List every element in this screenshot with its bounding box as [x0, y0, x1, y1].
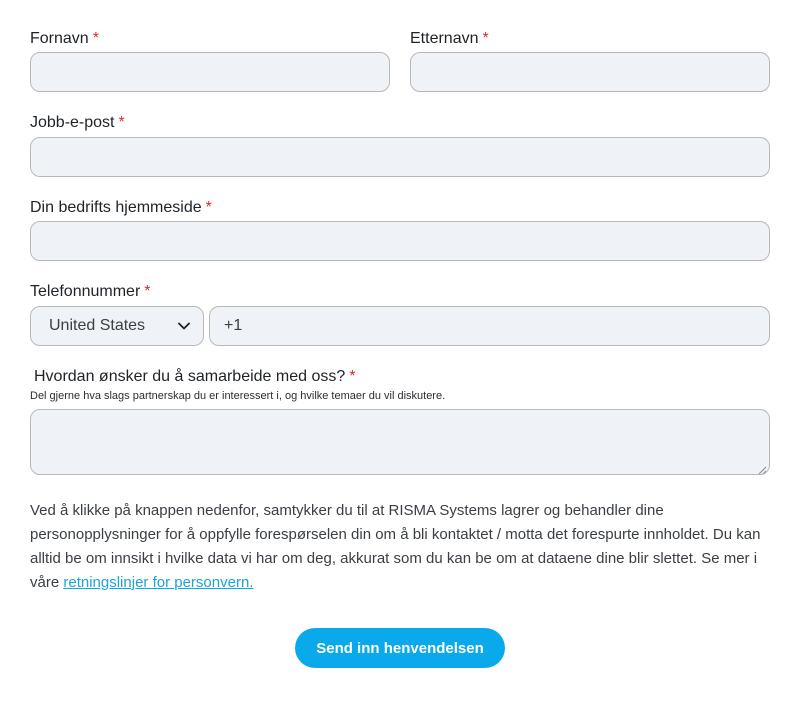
required-marker: * [144, 283, 151, 300]
first-name-label [30, 30, 99, 48]
country-select-value: United States [49, 317, 146, 334]
work-email-input[interactable] [30, 137, 770, 177]
phone-label-text: Telefonnummer [30, 283, 141, 300]
required-marker: * [118, 114, 125, 131]
required-marker: * [92, 30, 99, 47]
first-name-input[interactable] [30, 52, 390, 92]
submit-button[interactable]: Send inn henvendelsen [295, 628, 505, 668]
company-website-input[interactable] [30, 221, 770, 261]
company-website-label-text: Din bedrifts hjemmeside [30, 199, 202, 216]
last-name-label-text: Etternavn [410, 30, 479, 47]
phone-number-input[interactable] [209, 306, 770, 346]
phone-label [30, 283, 151, 301]
required-marker: * [205, 199, 212, 216]
collaboration-label [34, 368, 356, 386]
required-marker: * [482, 30, 489, 47]
consent-text [30, 499, 770, 595]
last-name-input[interactable] [410, 52, 770, 92]
collaboration-textarea[interactable] [30, 409, 770, 475]
collaboration-hint: Del gjerne hva slags partnerskap du er interessert i, og hvilke temaer du vil diskutere. [30, 390, 446, 402]
work-email-label-text: Jobb-e-post [30, 114, 115, 131]
chevron-down-icon [177, 319, 191, 333]
required-marker: * [349, 368, 356, 385]
resize-handle-icon[interactable] [757, 462, 767, 472]
country-select[interactable] [30, 306, 204, 346]
collaboration-label-text: Hvordan ønsker du å samarbeide med oss? [34, 368, 346, 385]
work-email-label [30, 114, 125, 132]
last-name-label [410, 30, 489, 48]
consent-body: Ved å klikke på knappen nedenfor, samtykker du til at RISMA Systems lagrer og behandler dine personopplysninger for å oppfylle forespørselen din om å bli kontaktet / motta det forespurte innholdet. Du kan alltid be om innsikt i hvilke data vi har om deg, akkurat som du kan be om at dataene dine blir slettet. Se mer i våre [30, 502, 761, 591]
first-name-label-text: Fornavn [30, 30, 89, 47]
privacy-policy-link[interactable]: retningslinjer for personvern. [63, 574, 254, 591]
company-website-label [30, 199, 212, 217]
